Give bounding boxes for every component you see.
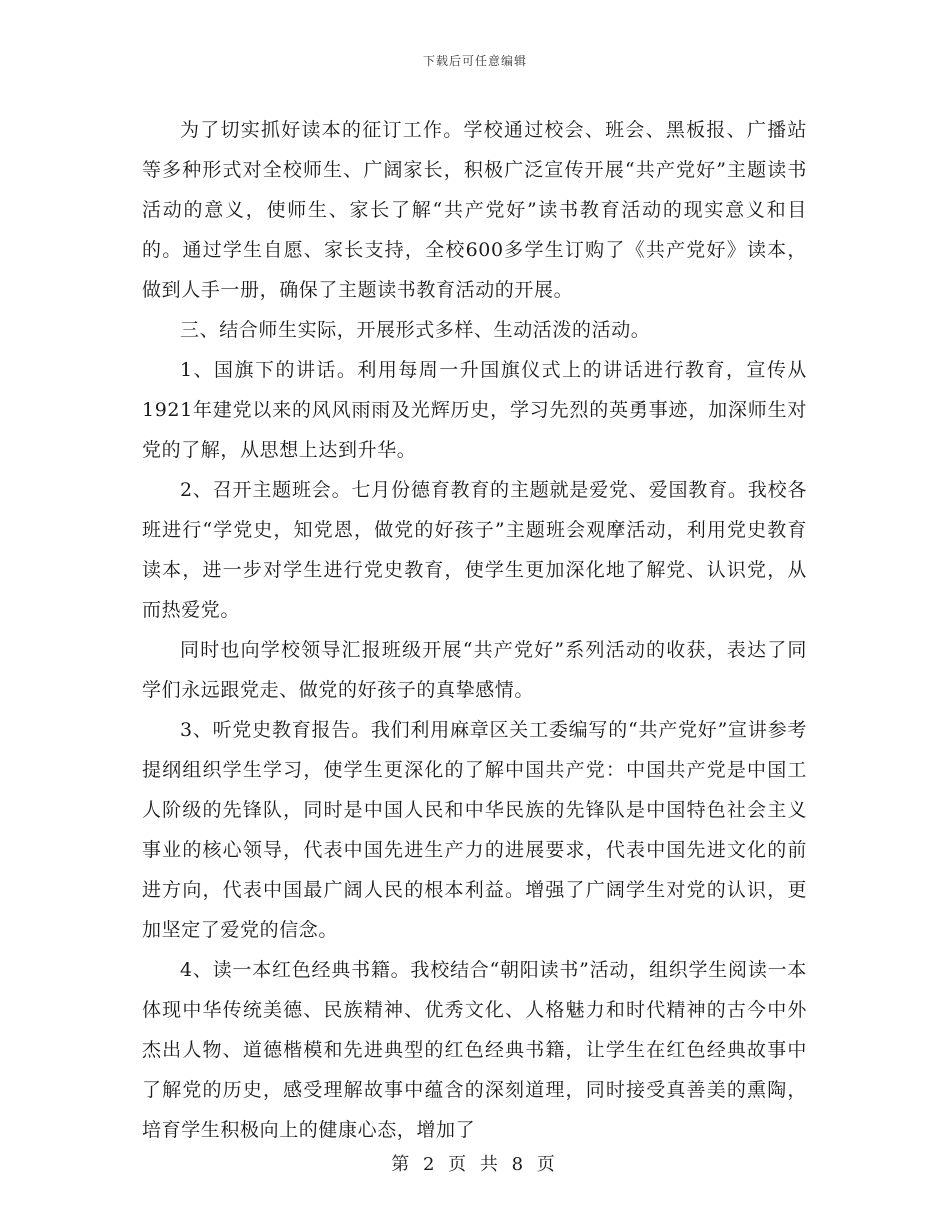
paragraph-subscription: 为了切实抓好读本的征订工作。学校通过校会、班会、黑板报、广播站等多种形式对全校师生、广阔家长，积极广泛宣传开展“共产党好”主题读书活动的意义，使师生、家长了解“共产党好”读书教育活动的现实意义和目的。通过学生自愿、家长支持，全校600多学生订购了《共产党好》读本，做到人手一册，确保了主题读书教育活动的开展。	[142, 119, 807, 301]
section-heading-three: 三、结合师生实际，开展形式多样、生动活泼的活动。	[180, 319, 651, 341]
page-header: 下载后可任意编辑	[422, 54, 527, 68]
paragraph-class-meeting: 2、召开主题班会。七月份德育教育的主题就是爱党、爱国教育。我校各班进行“学党史，知党恩，做党的好孩子”主题班会观摩活动，利用党史教育读本，进一步对学生进行党史教育，使学生更加深化地了解党、认识党，从而热爱党。	[142, 479, 807, 621]
paragraph-history-report: 3、听党史教育报告。我们利用麻章区关工委编写的“共产党好”宣讲参考提纲组织学生学习，使学生更深化的了解中国共产党：中国共产党是中国工人阶级的先锋队，同时是中国人民和中华民族的先锋队是中国特色社会主义事业的核心领导，代表中国先进生产力的进展要求，代表中国先进文化的前进方向，代表中国最广阔人民的根本利益。增强了广阔学生对党的认识，更加坚定了爱党的信念。	[142, 719, 807, 941]
page-number: 第 2 页 共 8 页	[391, 1154, 559, 1175]
document-body	[142, 110, 807, 1150]
paragraph-flag-speech: 1、国旗下的讲话。利用每周一升国旗仪式上的讲话进行教育，宣传从1921年建党以来的风风雨雨及光辉历史，学习先烈的英勇事迹，加深师生对党的了解，从思想上达到升华。	[142, 359, 807, 461]
paragraph-red-classics: 4、读一本红色经典书籍。我校结合“朝阳读书”活动，组织学生阅读一本体现中华传统美德、民族精神、优秀文化、人格魅力和时代精神的古今中外杰出人物、道德楷模和先进典型的红色经典书籍，让学生在红色经典故事中了解党的历史，感受理解故事中蕴含的深刻道理，同时接受真善美的熏陶，培育学生积极向上的健康心态，增加了	[142, 959, 807, 1141]
paragraph-report-harvest: 同时也向学校领导汇报班级开展“共产党好”系列活动的收获，表达了同学们永远跟党走、做党的好孩子的真挚感情。	[142, 639, 807, 701]
